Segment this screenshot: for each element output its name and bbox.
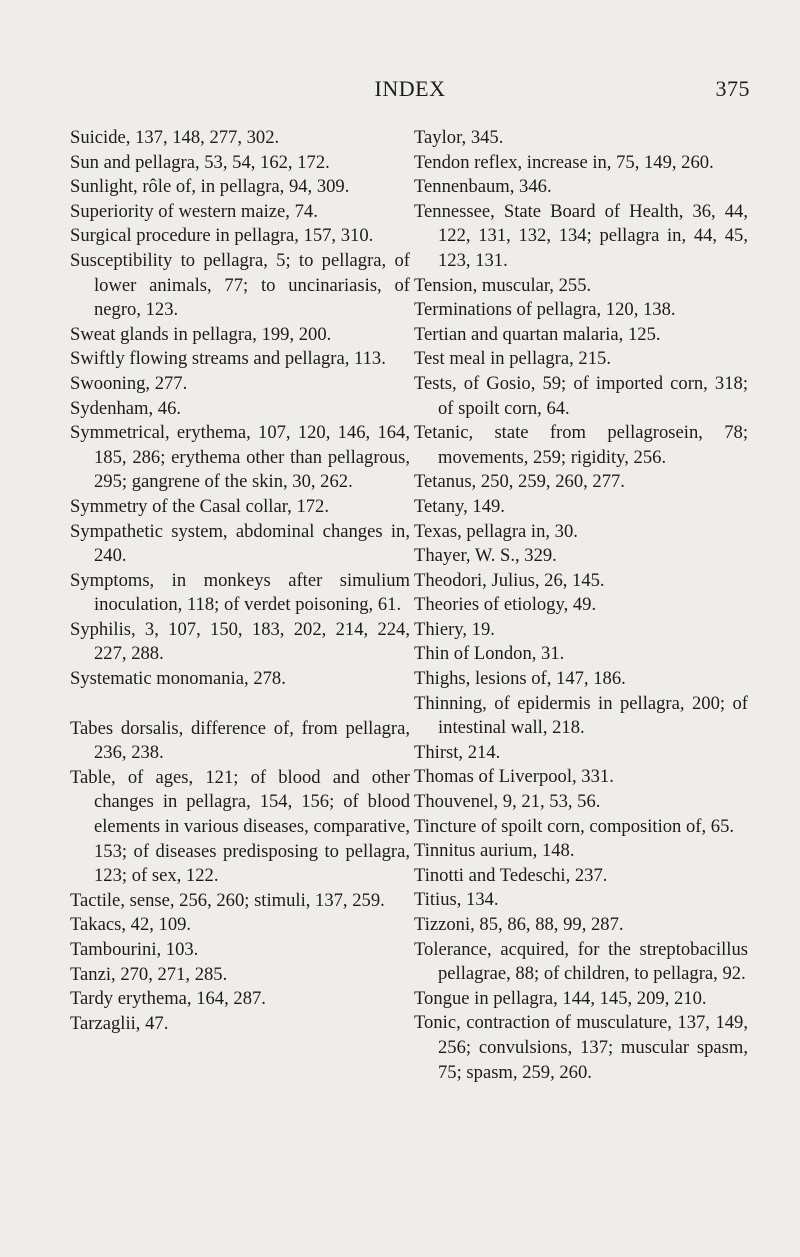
index-entry: Tactile, sense, 256, 260; stimuli, 137, 259. [70,889,385,911]
page-number: 375 [715,76,750,101]
index-entry: Tabes dorsalis, difference of, from pellagra, 236, 238. [70,717,410,764]
index-entry: Thomas of Liverpool, 331. [414,766,614,788]
index-entry: Thin of London, 31. [414,643,565,665]
index-entry: Tincture of spoilt corn, composition of, 65. [414,815,735,837]
index-entry: Symptoms, in monkeys after simulium inoculation, 118; of verdet poisoning, 61. [70,569,410,616]
index-entry: Tendon reflex, increase in, 75, 149, 260. [414,151,714,173]
index-entry: Superiority of western maize, 74. [70,200,318,222]
index-entry: Suicide, 137, 148, 277, 302. [70,127,280,148]
index-entry: Thirst, 214. [414,741,501,763]
running-title: INDEX [374,76,446,101]
index-entry: Tardy erythema, 164, 287. [70,988,266,1010]
index-entry: Sydenham, 46. [70,397,182,419]
index-entry: Taylor, 345. [414,127,504,148]
index-entry: Symmetry of the Casal collar, 172. [70,495,329,517]
index-entry: Tizzoni, 85, 86, 88, 99, 287. [414,914,624,935]
index-entry: Tertian and quartan malaria, 125. [414,323,661,345]
letter-section-gap [70,692,410,717]
index-entry: Tongue in pellagra, 144, 145, 209, 210. [414,987,707,1009]
index-entry: Tension, muscular, 255. [414,274,592,296]
index-entry: Tetanic, state from pellagrosein, 78; movements, 259; rigidity, 256. [414,422,748,468]
index-entry: Tetany, 149. [414,495,505,517]
index-entry: Thiery, 19. [414,618,495,640]
index-entry: Terminations of pellagra, 120, 138. [414,299,676,321]
index-entry: Tetanus, 250, 259, 260, 277. [414,471,625,493]
index-entry: Thighs, lesions of, 147, 186. [414,668,626,690]
index-entry: Test meal in pellagra, 215. [414,348,611,370]
index-entry: Theodori, Julius, 26, 145. [414,569,605,591]
index-entry: Surgical procedure in pellagra, 157, 310. [70,225,374,247]
index-entry: Table, of ages, 121; of blood and other changes in pellagra, 154, 156; of blood elements in various diseases, comparative, 153; of diseases predisposing to pellagra, 123; of sex, 122. [70,766,410,887]
index-entry: Tests, of Gosio, 59; of imported corn, 318; of spoilt corn, 64. [414,372,748,419]
index-entry: Thinning, of epidermis in pellagra, 200; of intestinal wall, 218. [414,692,748,739]
index-entry: Sun and pellagra, 53, 54, 162, 172. [70,151,330,173]
index-entry: Texas, pellagra in, 30. [414,520,578,542]
right-index-column [414,126,748,1085]
index-entry: Tinotti and Tedeschi, 237. [414,864,608,886]
index-entry: Systematic monomania, 278. [70,668,286,690]
index-entry: Tennenbaum, 346. [414,176,552,198]
index-entry: Titius, 134. [414,889,499,911]
index-entry: Swooning, 277. [70,372,188,394]
index-entry: Tambourini, 103. [70,939,199,960]
left-index-column [70,126,410,1036]
index-entry: Syphilis, 3, 107, 150, 183, 202, 214, 224, 227, 288. [70,618,410,665]
index-entry: Swiftly flowing streams and pellagra, 113. [70,348,386,370]
index-entry: Symmetrical, erythema, 107, 120, 146, 164, 185, 286; erythema other than pellagrous, 295; gangrene of the skin, 30, 262. [70,422,410,493]
index-entry: Sympathetic system, abdominal changes in, 240. [70,520,410,567]
index-entry: Thouvenel, 9, 21, 53, 56. [414,791,601,813]
index-entry: Tanzi, 270, 271, 285. [70,963,228,985]
page-header [70,76,750,106]
index-entry: Sunlight, rôle of, in pellagra, 94, 309. [70,176,350,198]
index-entry: Takacs, 42, 109. [70,914,192,936]
index-entry: Tolerance, acquired, for the streptobacillus pellagrae, 88; of children, to pellagra, 92. [414,938,748,985]
index-entry: Tennessee, State Board of Health, 36, 44, 122, 131, 132, 134; pellagra in, 44, 45, 123, 131. [414,200,748,271]
index-entry: Sweat glands in pellagra, 199, 200. [70,323,332,345]
index-entry: Tarzaglii, 47. [70,1012,169,1034]
index-entry: Tinnitus aurium, 148. [414,840,575,862]
index-entry: Susceptibility to pellagra, 5; to pellagra, of lower animals, 77; to uncinariasis, of negro, 123. [70,249,410,321]
index-entry: Tonic, contraction of musculature, 137, 149, 256; convulsions, 137; muscular spasm, 75; spasm, 259, 260. [414,1012,748,1083]
index-entry: Thayer, W. S., 329. [414,545,557,567]
index-entry: Theories of etiology, 49. [414,594,597,616]
